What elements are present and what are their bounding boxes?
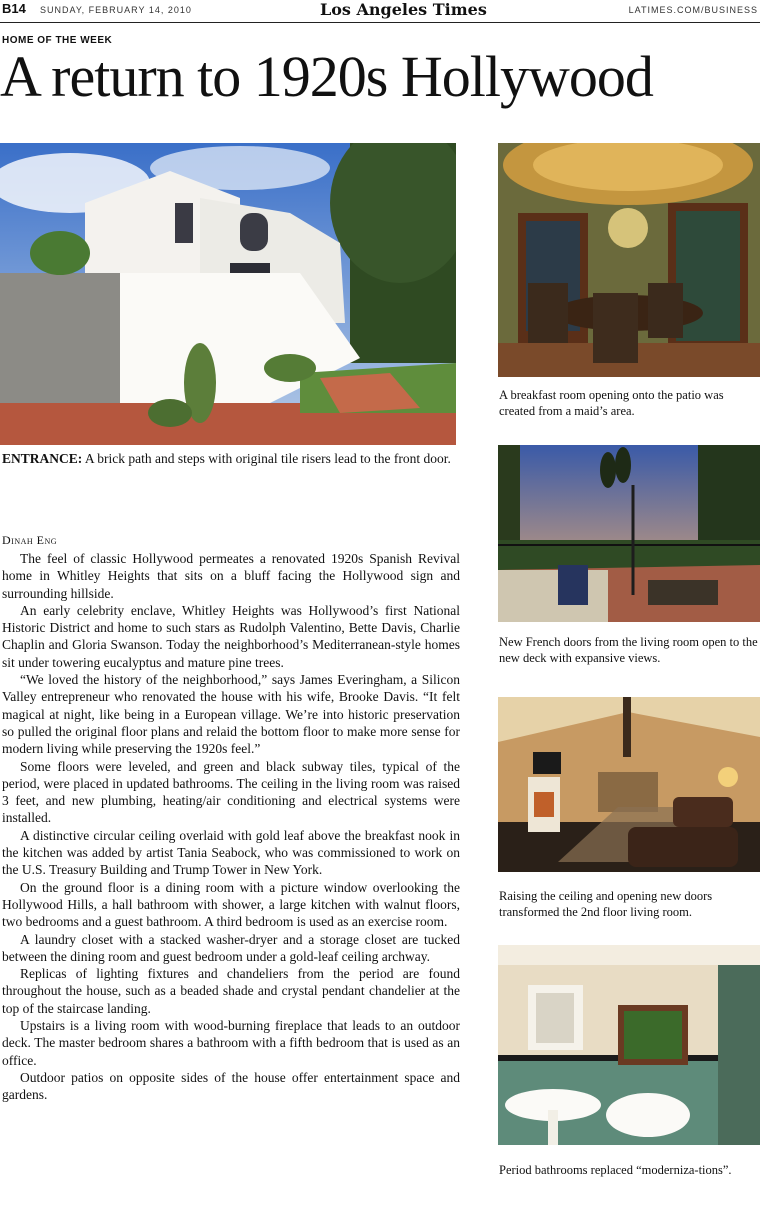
article-paragraph: A distinctive circular ceiling overlaid with gold leaf above the breakfast nook in the kitchen was added by artist Tania Seabock, who was commissioned to work on the U.S. Treasury Building and Trump Tower in New York.	[2, 827, 460, 878]
breakfast-room-photo	[498, 143, 760, 377]
bathroom-caption: Period bathrooms replaced “moderniza-tions”.	[499, 1163, 732, 1177]
article-paragraph: Upstairs is a living room with wood-burning fireplace that leads to an outdoor deck. The master bedroom shares a bathroom with a fifth bedroom that is used as an office.	[2, 1018, 460, 1068]
article-paragraph: “We loved the history of the neighborhood,” says James Everingham, a Silicon Valley entrepreneur who renovated the house with his wife, Brooke Davis. “It felt magical at night, like being in a European village. We’re into historic preservation so pulled the original floor plans and relaid the bottom floor to make more sense for modern living while preserving the 1920s feel.”	[2, 672, 460, 757]
caption-text: A brick path and steps with original tile risers lead to the front door.	[84, 451, 451, 466]
bathroom-photo	[498, 945, 760, 1145]
article-paragraph: Outdoor patios on opposite sides of the house offer entertainment space and gardens.	[2, 1069, 460, 1103]
masthead	[0, 0, 760, 23]
headline: A return to 1920s Hollywood	[0, 44, 653, 109]
article-paragraph: On the ground floor is a dining room with a picture window overlooking the Hollywood Hills, a hall bathroom with shower, a large kitchen with walnut floors, two bedrooms and a guest bathroom. A third bedroom is used as an exercise room.	[2, 879, 460, 930]
breakfast-room-caption: A breakfast room opening onto the patio was created from a maid’s area.	[499, 388, 724, 418]
section-url: LATIMES.COM/BUSINESS	[628, 5, 758, 15]
article-paragraph: Some floors were leveled, and green and black subway tiles, typical of the period, were placed in updated bathrooms. The ceiling in the living room was raised 3 feet, and new plumbing, heating/air conditioning and electrical systems were installed.	[2, 758, 460, 826]
article-body	[2, 550, 460, 1104]
byline: Dinah Eng	[2, 533, 58, 547]
living-room-photo	[498, 697, 760, 872]
page-number: B14	[2, 1, 26, 16]
article-paragraph: An early celebrity enclave, Whitley Heights was Hollywood’s first National Historic District and home to such stars as Rudolph Valentino, Bette Davis, Charlie Chaplin and Gloria Swanson. Today the neighborhood’s Mediterranean-style homes sit under towering eucalyptus and mature pine trees.	[2, 602, 460, 670]
article-paragraph: The feel of classic Hollywood permeates a renovated 1920s Spanish Revival home in Whitley Heights that sits on a bluff facing the Hollywood sign and surrounding hillside.	[2, 551, 460, 601]
caption-label: ENTRANCE:	[2, 451, 83, 466]
house-exterior-photo	[0, 143, 456, 445]
deck-caption: New French doors from the living room open to the new deck with expansive views.	[499, 635, 758, 665]
issue-date: SUNDAY, FEBRUARY 14, 2010	[40, 5, 192, 15]
section-kicker: HOME OF THE WEEK	[2, 35, 113, 46]
article-paragraph: Replicas of lighting fixtures and chandeliers from the period are found throughout the house, such as a beaded shade and crystal pendant chandelier at the top of the staircase landing.	[2, 966, 460, 1016]
article-paragraph: A laundry closet with a stacked washer-dryer and a storage closet are tucked between the dining room and guest bedroom under a gold-leaf ceiling archway.	[2, 931, 460, 964]
living-room-caption: Raising the ceiling and opening new doors transformed the 2nd floor living room.	[499, 889, 713, 919]
newspaper-name: Los Angeles Times	[320, 0, 487, 19]
main-photo-caption	[2, 450, 457, 468]
deck-photo	[498, 445, 760, 622]
